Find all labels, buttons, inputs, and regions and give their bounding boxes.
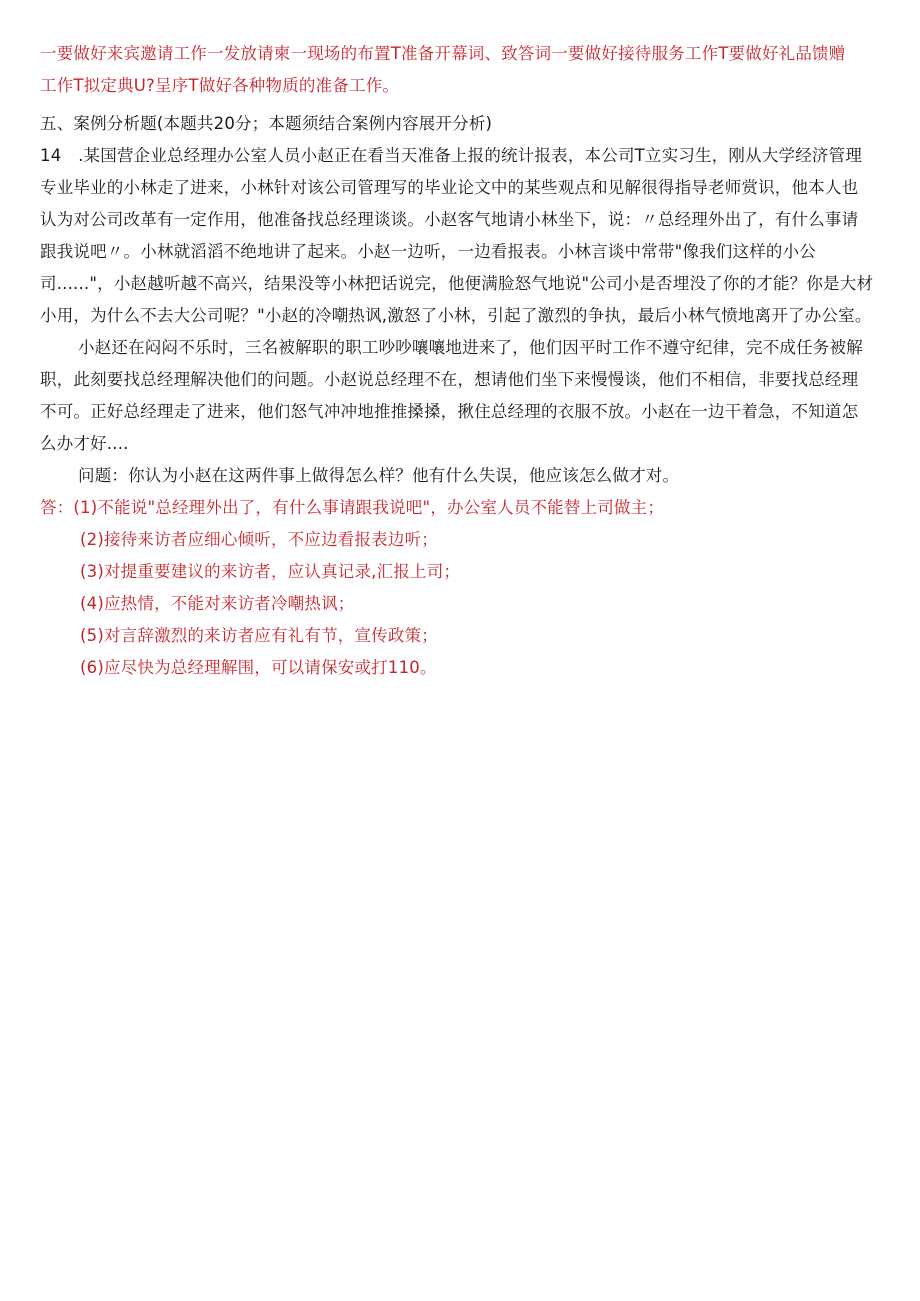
question-line: 么办才好....	[40, 434, 129, 453]
intro-answer-line-1: 一要做好来宾邀请工作一发放请柬一现场的布置T准备开幕词、致答词一要做好接待服务工作T要做好礼品馈赠	[40, 44, 846, 63]
question-line: 不可。正好总经理走了进来，他们怒气冲冲地推推搡搡，揪住总经理的衣服不放。小赵在一边干着急，不知道怎	[40, 402, 859, 421]
question-line: 14 .某国营企业总经理办公室人员小赵正在看当天准备上报的统计报表，本公司T立实习生，刚从大学经济管理	[40, 146, 863, 165]
section-title: 五、案例分析题(本题共20分；本题须结合案例内容展开分析)	[40, 114, 493, 133]
question-prompt: 问题：你认为小赵在这两件事上做得怎么样？他有什么失误，他应该怎么做才对。	[78, 466, 680, 485]
answer-item-1: 答：(1)不能说"总经理外出了，有什么事请跟我说吧"，办公室人员不能替上司做主；	[40, 498, 665, 517]
answer-label: 答：	[40, 498, 74, 517]
answer-item-4: (4)应热情，不能对来访者冷嘲热讽；	[80, 594, 355, 613]
answer-item-5: (5)对言辞激烈的来访者应有礼有节，宣传政策；	[80, 626, 438, 645]
question-line: 小用，为什么不去大公司呢？"小赵的冷嘲热讽,激怒了小林，引起了激烈的争执，最后小林气愤地离开了办公室。	[40, 306, 872, 325]
answer-item-3: (3)对提重要建议的来访者，应认真记录,汇报上司；	[80, 562, 461, 581]
question-line: 司......"，小赵越听越不高兴，结果没等小林把话说完，他便满脸怒气地说"公司小是否埋没了你的才能？你是大材	[40, 274, 874, 293]
document-page	[40, 38, 888, 684]
question-line: 跟我说吧〃。小林就滔滔不绝地讲了起来。小赵一边听，一边看报表。小林言谈中常带"像我们这样的小公	[40, 242, 816, 261]
question-line: 小赵还在闷闷不乐时，三名被解职的职工吵吵嚷嚷地进来了，他们因平时工作不遵守纪律，完不成任务被解	[78, 338, 863, 357]
question-line: 专业毕业的小林走了进来，小林针对该公司管理写的毕业论文中的某些观点和见解很得指导老师赏识，他本人也	[40, 178, 859, 197]
answer-item-2: (2)接待来访者应细心倾听，不应边看报表边听；	[80, 530, 438, 549]
question-line: 认为对公司改革有一定作用，他准备找总经理谈谈。小赵客气地请小林坐下，说：〃总经理外出了，有什么事请	[40, 210, 859, 229]
intro-answer-line-2: 工作T拟定典U?呈序T做好各种物质的准备工作。	[40, 76, 400, 95]
question-line: 职，此刻要找总经理解决他们的问题。小赵说总经理不在，想请他们坐下来慢慢谈，他们不相信，非要找总经理	[40, 370, 859, 389]
answer-item-6: (6)应尽快为总经理解围，可以请保安或打110。	[80, 658, 437, 677]
